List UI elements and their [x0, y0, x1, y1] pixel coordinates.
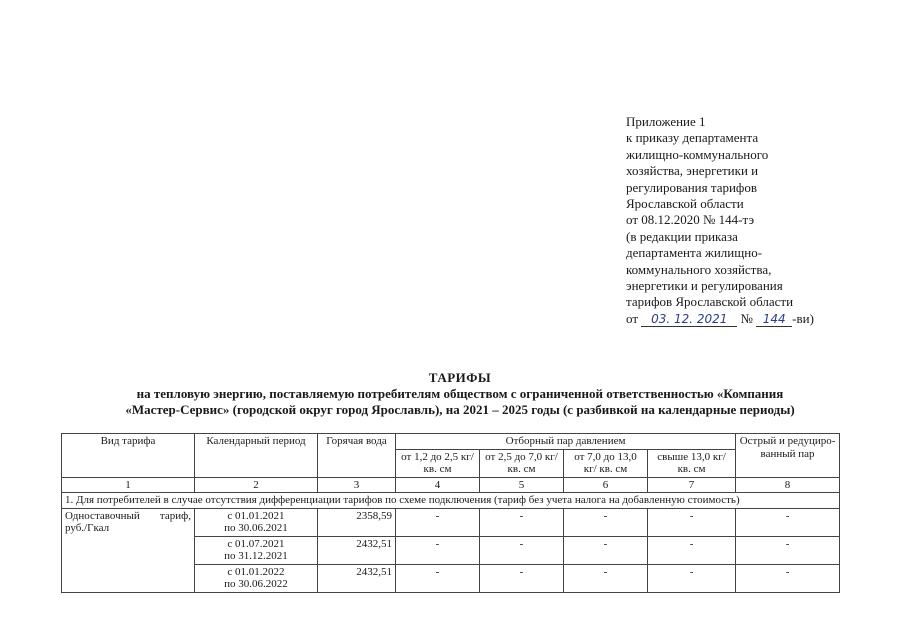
column-number-row [62, 477, 840, 493]
header-row-1 [62, 434, 840, 450]
period-from: с 01.07.2021 [227, 537, 285, 550]
reduced-steam-value: - [736, 508, 840, 536]
steam-value: - [396, 508, 480, 536]
col-number: 6 [564, 477, 648, 493]
steam-value: - [564, 508, 648, 536]
section-title: 1. Для потребителей в случае отсутствия дифференциации тарифов по схеме подключения (тариф без учета налога на добавленную стоимость) [62, 493, 840, 509]
steam-value: - [648, 536, 736, 564]
period-cell [195, 508, 318, 536]
reduced-steam-value: - [736, 564, 840, 592]
header-steam-group: Отборный пар давлением [396, 434, 736, 450]
header-hot-water: Горячая вода [318, 434, 396, 478]
col-number: 8 [736, 477, 840, 493]
steam-value: - [396, 564, 480, 592]
header-tariff-type: Вид тарифа [62, 434, 195, 478]
document-subtitle-line-2: «Мастер-Сервис» (городской округ город Ярославль), на 2021 – 2025 годы (с разбивкой на календарные периоды) [125, 402, 795, 417]
appendix-last-suffix: -ви) [792, 310, 814, 326]
appendix-line: от 08.12.2020 № 144-тэ [626, 212, 755, 228]
document-subtitle-line-1: на тепловую энергию, поставляемую потребителям обществом с ограниченной ответственностью «Компания [136, 386, 784, 401]
steam-value: - [480, 564, 564, 592]
reduced-steam-value: - [736, 536, 840, 564]
appendix-line: коммунального хозяйства, [626, 261, 772, 277]
period-to: по 30.06.2021 [224, 522, 288, 534]
handwritten-date: 03. 12. 2021 [641, 313, 737, 327]
section-row [62, 493, 840, 509]
appendix-line: энергетики и регулирования [626, 278, 783, 294]
appendix-block [626, 114, 876, 327]
period-from: с 01.01.2021 [227, 509, 285, 522]
col-number: 4 [396, 477, 480, 493]
appendix-last-line [626, 311, 876, 327]
steam-value: - [648, 508, 736, 536]
period-from: с 01.01.2022 [227, 565, 285, 578]
appendix-line: (в редакции приказа [626, 228, 738, 244]
hot-water-value: 2432,51 [318, 536, 396, 564]
header-reduced-steam: Острый и редуциро-ванный пар [736, 434, 840, 478]
header-steam-1: от 1,2 до 2,5 кг/ кв. см [396, 449, 480, 477]
document-heading [40, 370, 880, 418]
tariff-name: Одноставочный тариф, руб./Гкал [62, 508, 195, 592]
header-steam-2: от 2,5 до 7,0 кг/ кв. см [480, 449, 564, 477]
appendix-line: Ярославской области [626, 196, 744, 212]
header-steam-3: от 7,0 до 13,0 кг/ кв. см [564, 449, 648, 477]
tariffs-table [61, 433, 840, 593]
col-number: 3 [318, 477, 396, 493]
appendix-line: жилищно-коммунального [626, 146, 769, 162]
header-steam-4: свыше 13,0 кг/ кв. см [648, 449, 736, 477]
handwritten-number: 144 [756, 313, 792, 327]
number-sign: № [740, 310, 753, 326]
period-cell [195, 536, 318, 564]
appendix-line: регулирования тарифов [626, 179, 757, 195]
appendix-line: Приложение 1 [626, 114, 706, 129]
steam-value: - [648, 564, 736, 592]
table-row [62, 508, 840, 536]
hot-water-value: 2432,51 [318, 564, 396, 592]
col-number: 2 [195, 477, 318, 493]
steam-value: - [396, 536, 480, 564]
steam-value: - [564, 536, 648, 564]
appendix-line: департамента жилищно- [626, 245, 763, 261]
col-number: 5 [480, 477, 564, 493]
period-to: по 30.06.2022 [224, 578, 288, 590]
col-number: 7 [648, 477, 736, 493]
appendix-line: хозяйства, энергетики и [626, 163, 759, 179]
steam-value: - [480, 536, 564, 564]
header-period: Календарный период [195, 434, 318, 478]
period-cell [195, 564, 318, 592]
steam-value: - [480, 508, 564, 536]
hot-water-value: 2358,59 [318, 508, 396, 536]
document-title: ТАРИФЫ [428, 370, 492, 385]
period-to: по 31.12.2021 [224, 550, 288, 562]
appendix-line: к приказу департамента [626, 130, 759, 146]
steam-value: - [564, 564, 648, 592]
col-number: 1 [62, 477, 195, 493]
appendix-last-prefix: от [626, 310, 639, 326]
appendix-line: тарифов Ярославской области [626, 294, 794, 310]
